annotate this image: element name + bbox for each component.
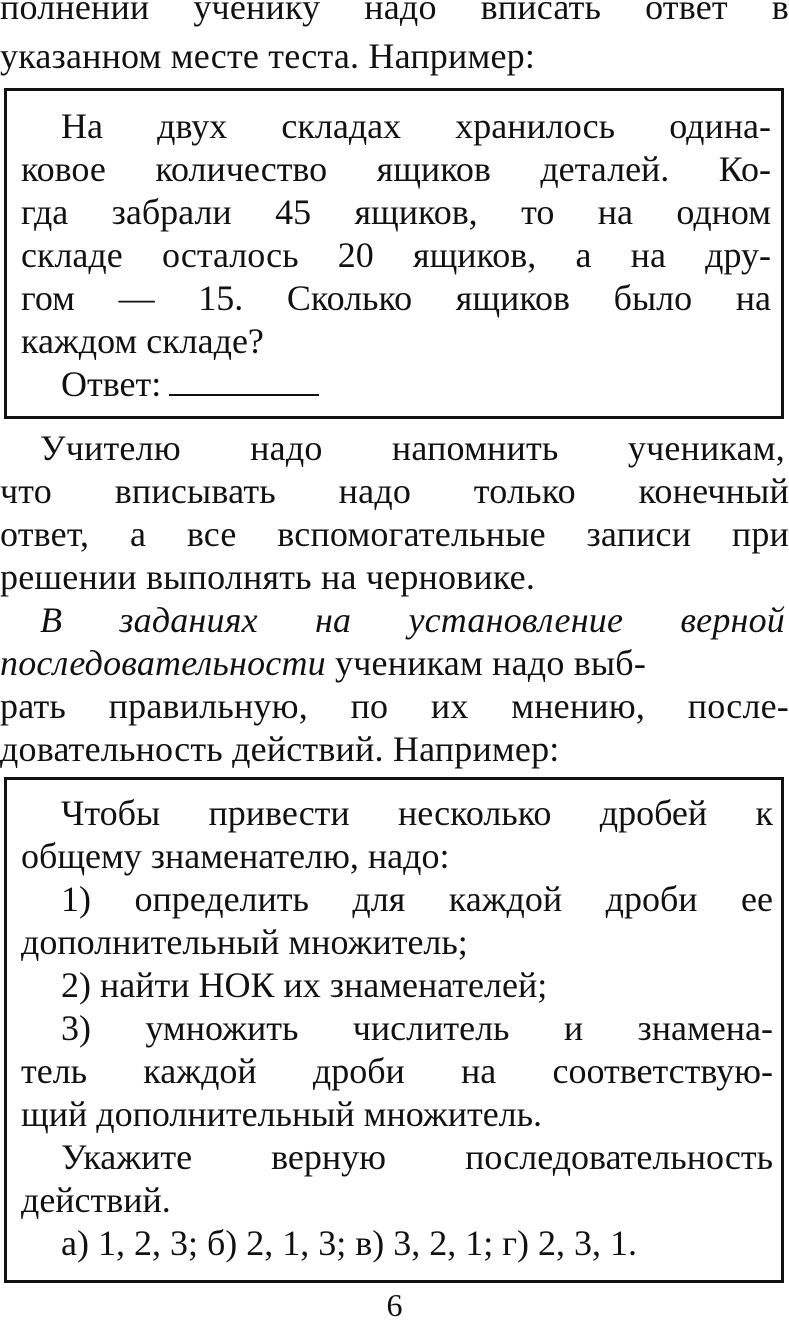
example1-line-3: гда забрали 45 ящиков, то на одном bbox=[21, 192, 771, 232]
para2-line-2 bbox=[0, 642, 789, 685]
example1-line-4: складе осталось 20 ящиков, а на дру- bbox=[21, 235, 771, 275]
example1-line-6: каждом складе? bbox=[21, 321, 264, 361]
example1-line-2: ковое количество ящиков деталей. Ко- bbox=[21, 149, 771, 189]
para1-line-3: ответ, а все вспомогательные записи при bbox=[0, 514, 789, 554]
example2-item1-line-1: 1) определить для каждой дроби ее bbox=[61, 879, 773, 919]
example1-line-1: На двух складах хранилось одина- bbox=[61, 106, 771, 146]
example-box-word-problem bbox=[4, 88, 784, 419]
intro-line-1: полнении ученику надо вписать ответ в bbox=[0, 0, 789, 27]
example2-line-1: Чтобы привести несколько дробей к bbox=[61, 793, 773, 833]
example1-answer-row bbox=[61, 363, 319, 406]
para2-line-4: довательность действий. Например: bbox=[0, 729, 560, 769]
example2-line-2: общему знаменателю, надо: bbox=[21, 836, 450, 876]
para2-line-1: В заданиях на установление верной bbox=[40, 600, 785, 640]
example2-task-line-2: действий. bbox=[21, 1180, 171, 1220]
example2-item3-line-2: тель каждой дроби на соответствую- bbox=[21, 1051, 773, 1091]
example1-line-5: гом — 15. Сколько ящиков было на bbox=[21, 278, 771, 318]
example-box-sequence-task bbox=[4, 777, 784, 1283]
para1-line-1: Учителю надо напомнить ученикам, bbox=[40, 428, 785, 468]
example2-item3-line-1: 3) умножить числитель и знамена- bbox=[61, 1008, 773, 1048]
para1-line-4: решении выполнять на черновике. bbox=[0, 557, 536, 597]
page-number: 6 bbox=[386, 1287, 403, 1323]
para1-line-2: что вписывать надо только конечный bbox=[0, 471, 789, 511]
example2-item3-line-3: щий дополнительный множитель. bbox=[21, 1094, 543, 1134]
example2-task-line-1: Укажите верную последовательность bbox=[61, 1137, 773, 1177]
intro-line-2: указанном месте теста. Например: bbox=[0, 36, 536, 76]
para2-italic-term: последовательности bbox=[0, 643, 326, 683]
answer-label: Ответ: bbox=[61, 364, 162, 404]
para2-line-2-rest: ученикам надо выб- bbox=[325, 643, 647, 683]
example2-item1-line-2: дополнительный множитель; bbox=[21, 922, 468, 962]
para2-line-3: рать правильную, по их мнению, после- bbox=[0, 686, 789, 726]
example2-options: а) 1, 2, 3; б) 2, 1, 3; в) 3, 2, 1; г) 2, 3, 1. bbox=[61, 1223, 638, 1263]
answer-blank-line bbox=[169, 364, 319, 396]
example2-item2: 2) найти НОК их знаменателей; bbox=[61, 965, 548, 1005]
